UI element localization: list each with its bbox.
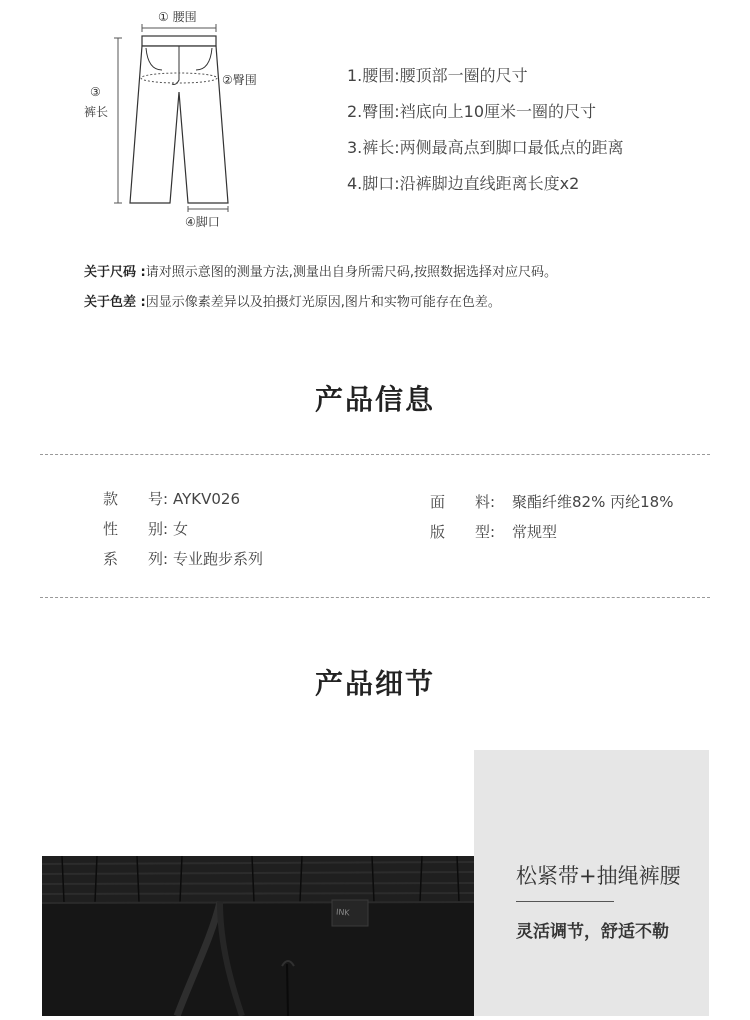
divider-bottom xyxy=(40,597,710,598)
info-key: 系 列: xyxy=(103,550,169,568)
measurement-item xyxy=(347,100,624,136)
measurement-item xyxy=(347,136,624,172)
feature-divider xyxy=(516,901,614,902)
info-series xyxy=(103,548,263,569)
tag-text: INK xyxy=(335,907,350,918)
waist-label: ① 腰围 xyxy=(158,10,197,24)
measurement-desc: 沿裤脚边直线距离长度x2 xyxy=(399,174,580,193)
feature-title: 松紧带+抽绳裤腰 xyxy=(516,864,681,888)
divider-top xyxy=(40,454,710,455)
info-fit xyxy=(430,521,557,542)
info-value: 女 xyxy=(173,520,189,538)
pants-outline-icon xyxy=(80,0,270,235)
size-note xyxy=(84,261,557,280)
size-note-label: 关于尺码 : xyxy=(84,265,146,280)
product-info-title: 产品信息 xyxy=(314,383,435,416)
measurement-item xyxy=(347,172,624,208)
info-key: 款 号: xyxy=(103,490,169,508)
size-note-text: 请对照示意图的测量方法,测量出自身所需尺码,按照数据选择对应尺码。 xyxy=(145,265,557,280)
measurement-label: 3.裤长: xyxy=(347,138,400,157)
info-key: 版 型: xyxy=(430,523,496,541)
info-key: 面 料: xyxy=(430,493,496,511)
info-style-number xyxy=(103,488,240,509)
hip-label: ②臀围 xyxy=(222,73,257,87)
measurement-desc: 腰顶部一圈的尺寸 xyxy=(399,66,528,85)
info-value: AYKV026 xyxy=(173,490,240,508)
waistband-image-icon xyxy=(42,856,474,1016)
measurement-desc: 两侧最高点到脚口最低点的距离 xyxy=(399,138,624,157)
info-value: 专业跑步系列 xyxy=(173,550,264,568)
pants-diagram xyxy=(80,0,270,235)
measurement-label: 1.腰围: xyxy=(347,66,400,85)
info-key: 性 别: xyxy=(103,520,169,538)
length-number-label: ③ xyxy=(90,85,101,99)
hem-label: ④脚口 xyxy=(185,215,220,229)
measurement-label: 4.脚口: xyxy=(347,174,400,193)
measurement-list xyxy=(347,64,624,208)
measurement-desc: 裆底向上10厘米一圈的尺寸 xyxy=(399,102,597,121)
length-label: 裤长 xyxy=(84,105,109,119)
info-value: 常规型 xyxy=(512,523,558,541)
product-detail-title: 产品细节 xyxy=(314,667,435,700)
waistband-photo xyxy=(42,856,474,1016)
color-note xyxy=(84,291,501,310)
measurement-item xyxy=(347,64,624,100)
color-note-text: 因显示像素差异以及拍摄灯光原因,图片和实物可能存在色差。 xyxy=(145,295,501,310)
feature-subtitle: 灵活调节，舒适不勒 xyxy=(516,922,669,942)
info-gender xyxy=(103,518,188,539)
color-note-label: 关于色差 : xyxy=(84,295,146,310)
measurement-label: 2.臀围: xyxy=(347,102,400,121)
info-value: 聚酯纤维82% 丙纶18% xyxy=(512,493,674,511)
info-fabric xyxy=(430,491,673,512)
